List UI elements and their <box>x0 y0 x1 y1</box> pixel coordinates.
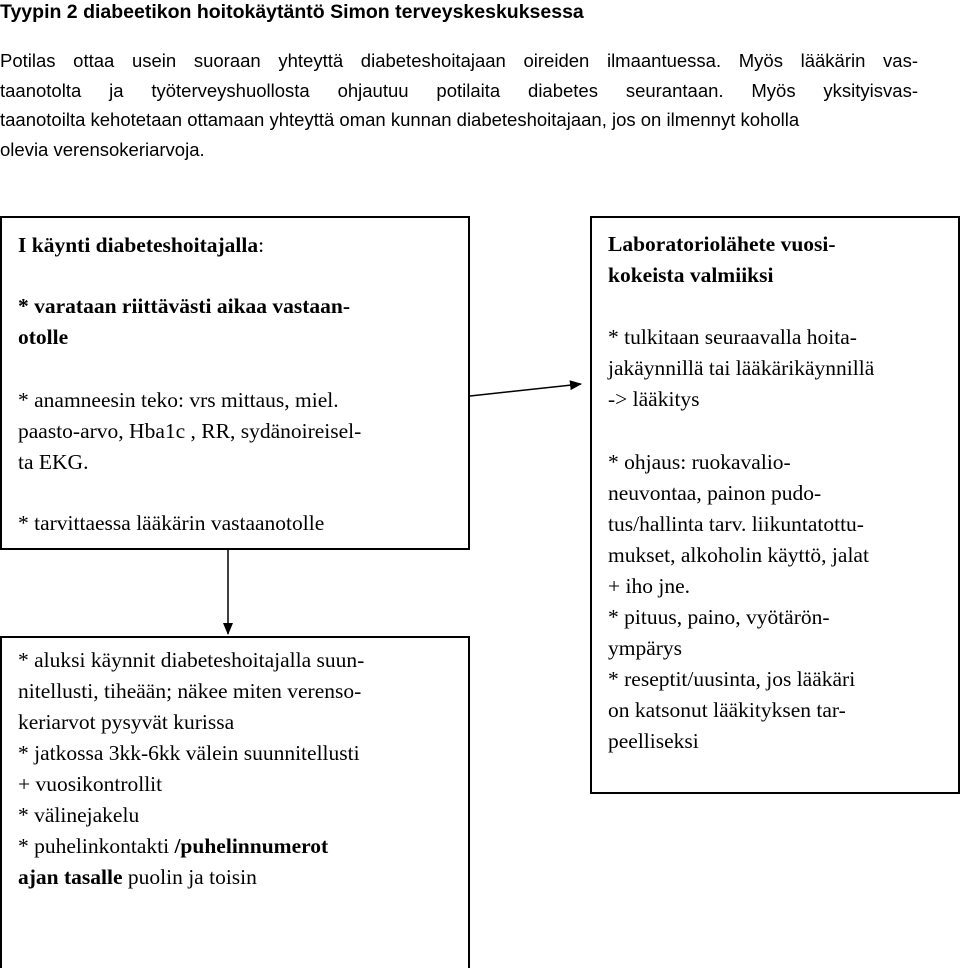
text-line: otolle <box>18 325 69 349</box>
anamnesis-item <box>18 385 361 478</box>
text-line: * reseptit/uusinta, jos lääkäri <box>608 667 856 691</box>
text-line: on katsonut lääkityksen tar- <box>608 698 846 722</box>
document-title: Tyypin 2 diabeetikon hoitokäytäntö Simon terveyskeskuksessa <box>0 1 584 23</box>
text-line: peelliseksi <box>608 729 699 753</box>
text-line: * tarvittaessa lääkärin vastaanotolle <box>18 511 325 535</box>
guidance-items <box>608 447 869 757</box>
text-line: jakäynnillä tai lääkärikäynnillä <box>608 356 875 380</box>
first-visit-heading-text: I käynti diabeteshoitajalla <box>18 233 259 257</box>
text-line: * varataan riittävästi aikaa vastaan- <box>18 294 351 318</box>
text-segment: * puhelinkontakti <box>18 834 175 858</box>
text-line: kokeista valmiiksi <box>608 263 774 287</box>
intro-paragraph <box>0 46 918 164</box>
intro-line: Potilas ottaa usein suoraan yhteyttä diabeteshoitajaan oireiden ilmaantuessa. Myös lääkärin vas- <box>0 50 918 71</box>
lab-referral-heading <box>608 229 836 291</box>
text-line: * pituus, paino, vyötärön- <box>608 605 830 629</box>
reserve-time-item <box>18 291 350 353</box>
text-segment-bold: /puhelinnumerot <box>174 834 329 858</box>
text-line: * tulkitaan seuraavalla hoita- <box>608 325 857 349</box>
follow-up-text <box>18 645 364 893</box>
text-line: -> lääkitys <box>608 387 700 411</box>
intro-line: taanotoilta kehotetaan ottamaan yhteyttä oman kunnan diabeteshoitajaan, jos on ilmennyt koholla <box>0 109 800 130</box>
arrow-to-lab-referral <box>470 384 581 396</box>
doctor-referral-item <box>18 508 324 539</box>
text-line: nitellusti, tiheään; näkee miten verenso- <box>18 679 362 703</box>
intro-line: taanotolta ja työterveyshuollosta ohjautuu potilaita diabetes seurantaan. Myös yksityisvas- <box>0 79 918 101</box>
text-line: + vuosikontrollit <box>18 772 163 796</box>
text-line: * välinejakelu <box>18 803 140 827</box>
text-line: tus/hallinta tarv. liikuntatottu- <box>608 512 864 536</box>
text-segment: puolin ja toisin <box>122 865 257 889</box>
first-visit-box <box>0 216 470 550</box>
interpretation-item <box>608 322 874 415</box>
text-line: * jatkossa 3kk-6kk välein suunnitellusti <box>18 741 360 765</box>
text-segment-bold: ajan tasalle <box>18 865 123 889</box>
text-line: ta EKG. <box>18 450 89 474</box>
text-line: Laboratoriolähete vuosi- <box>608 232 836 256</box>
heading-colon: : <box>258 233 265 257</box>
text-line: ympärys <box>608 636 683 660</box>
intro-line: olevia verensokeriarvoja. <box>0 138 205 160</box>
text-line: paasto-arvo, Hba1c , RR, sydänoireisel- <box>18 419 362 443</box>
text-line: * ohjaus: ruokavalio- <box>608 450 791 474</box>
text-line: mukset, alkoholin käyttö, jalat <box>608 543 869 567</box>
text-line: * anamneesin teko: vrs mittaus, miel. <box>18 388 339 412</box>
first-visit-heading <box>18 230 264 261</box>
text-line: * aluksi käynnit diabeteshoitajalla suun- <box>18 648 365 672</box>
text-line: + iho jne. <box>608 574 690 598</box>
text-line: neuvontaa, painon pudo- <box>608 481 822 505</box>
text-line: keriarvot pysyvät kurissa <box>18 710 235 734</box>
